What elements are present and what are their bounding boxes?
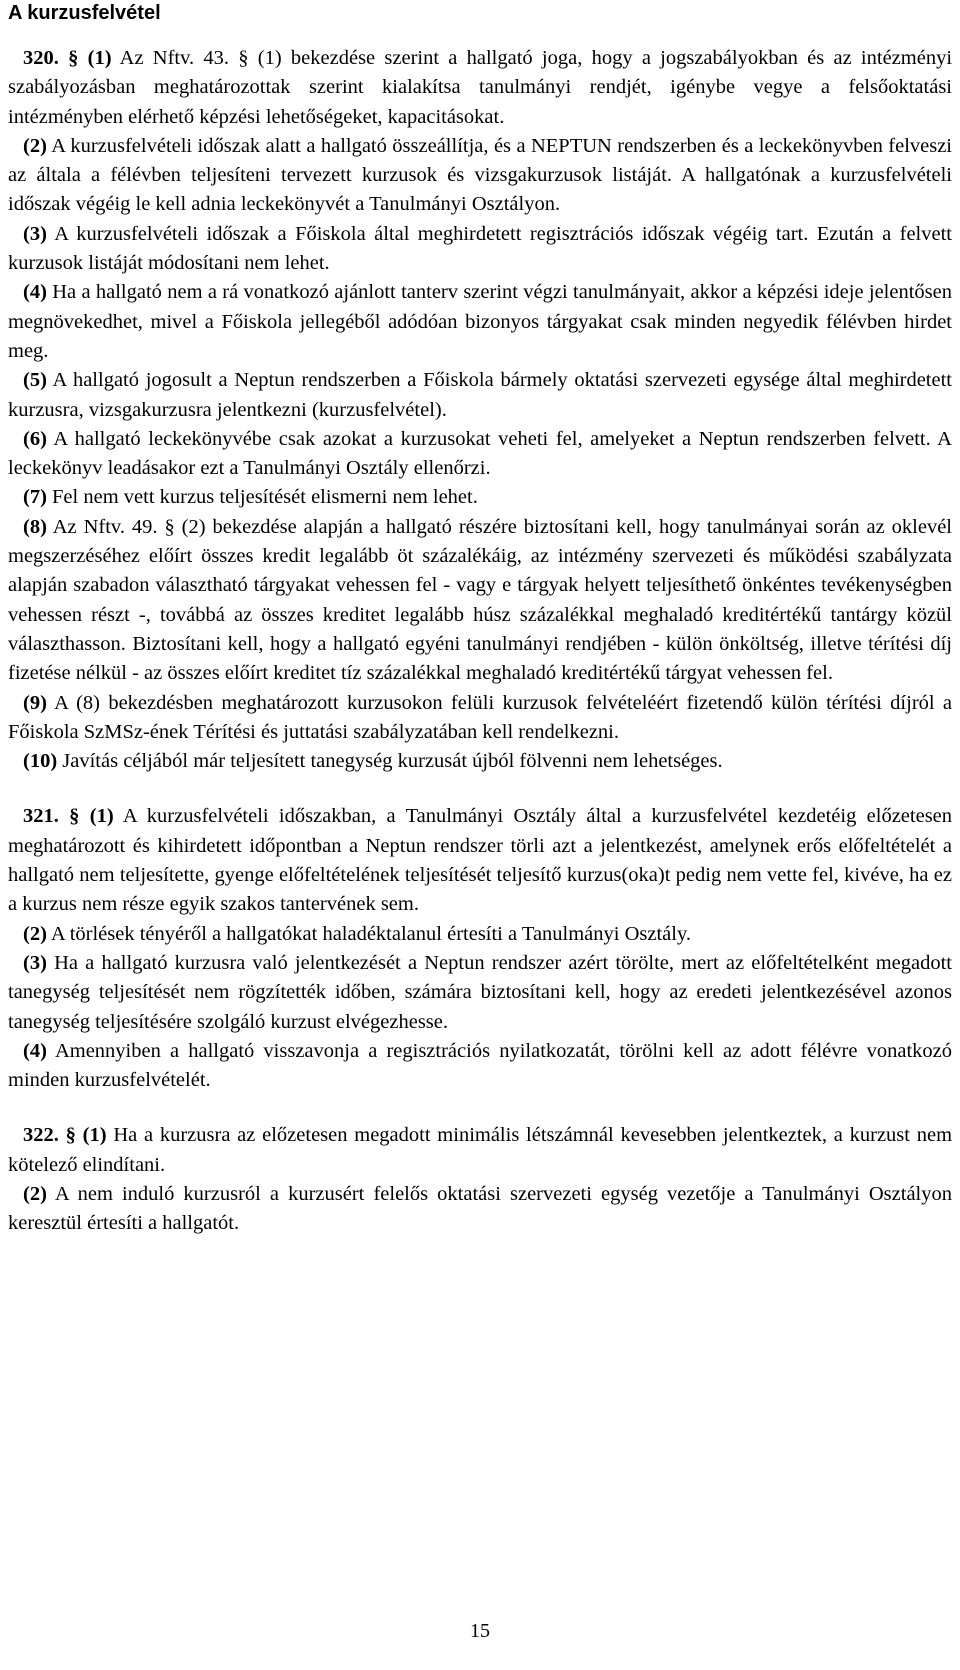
paragraph — [8, 366, 952, 425]
paragraph-number: (10) — [23, 750, 58, 773]
paragraph — [8, 44, 952, 132]
paragraph-number: (1) — [89, 805, 114, 828]
paragraph-text: Amennyiben a hallgató visszavonja a regisztrációs nyilatkozatát, törölni kell az adott félévre vonatkozó minden kurzusfelvételét. — [8, 1039, 952, 1092]
paragraph-number: (6) — [23, 427, 47, 450]
paragraph-number: (4) — [23, 281, 47, 304]
paragraph — [8, 278, 952, 366]
paragraph — [8, 425, 952, 484]
paragraph — [8, 1037, 952, 1096]
paragraph — [8, 220, 952, 279]
paragraph-text: Fel nem vett kurzus teljesítését elismerni nem lehet. — [52, 486, 478, 509]
paragraph-number: (2) — [23, 1182, 47, 1205]
paragraph-text: A törlések tényéről a hallgatókat haladéktalanul értesíti a Tanulmányi Osztály. — [50, 922, 692, 945]
paragraph — [8, 513, 952, 689]
paragraph — [8, 802, 952, 919]
page-heading: A kurzusfelvétel — [8, 2, 161, 24]
paragraph-text: A hallgató leckekönyvébe csak azokat a kurzusokat veheti fel, amelyeket a Neptun rendszerben felvett. A leckekönyv leadásakor ezt a Tanulmányi Osztály ellenőrzi. — [8, 427, 952, 480]
paragraph-number: (4) — [23, 1039, 47, 1062]
paragraph-text: Az Nftv. 43. § (1) bekezdése szerint a hallgató joga, hogy a jogszabályokban és az intézményi szabályozásban meghatározottak szerint kialakítsa tanulmányi rendjét, igénybe vegye a felsőoktatási intézményben elérhető képzési lehetőségeket, kapacitásokat. — [8, 47, 953, 128]
paragraph — [8, 132, 952, 220]
paragraph-number: (9) — [23, 691, 47, 714]
section-322 — [8, 1121, 952, 1238]
paragraph-text: A hallgató jogosult a Neptun rendszerben a Főiskola bármely oktatási szervezeti egysége által meghirdetett kurzusra, vizsgakurzusra jelentkezni (kurzusfelvétel). — [8, 369, 952, 421]
paragraph — [8, 483, 952, 512]
section-number: 321. § — [23, 805, 80, 828]
paragraph-number: (3) — [23, 951, 47, 974]
paragraph-text: A kurzusfelvételi időszak alatt a hallgató összeállítja, és a NEPTUN rendszerben és a leckekönyvben felveszi az általa a félévben teljesíteni tervezett kurzusok és vizsgakurzusok listáját. A hallgatónak a kurzusfelvételi időszak végéig le kell adnia leckekönyvét a Tanulmányi Osztályon. — [8, 134, 953, 216]
paragraph-text: Az Nftv. 49. § (2) bekezdése alapján a hallgató részére biztosítani kell, hogy tanulmányai során az oklevél megszerzéséhez előírt összes kredit legalább öt százalékáig, az intézmény szervezeti és működési szabályzata alapján szabadon választható tárgyakat vehessen fel - vagy e tárgyak helyett teljesíthető önkéntes tevékenységben vehessen részt -, továbbá az összes kreditet legalább húsz százalékkal meghaladó kreditértékű tantárgy közül választhasson. Biztosítani kell, hogy a hallgató egyéni tanulmányi rendjében - külön önköltség, illetve térítési díj fizetése nélkül - az összes előírt kreditet tíz százalékkal meghaladó kreditértékű tárgyat vehessen fel. — [8, 515, 952, 685]
paragraph — [8, 1121, 952, 1180]
paragraph-text: A nem induló kurzusról a kurzusért felelős oktatási szervezeti egység vezetője a Tanulmányi Osztályon keresztül értesíti a hallgatót. — [8, 1182, 952, 1235]
paragraph-number: (3) — [23, 222, 47, 245]
paragraph-text: Ha a hallgató nem a rá vonatkozó ajánlott tanterv szerint végzi tanulmányait, akkor a képzési ideje jelentősen megnövekedhet, mivel a Főiskola jellegéből adódóan bizonyos tárgyakat csak minden negyedik félévben hirdet meg. — [8, 281, 952, 362]
paragraph-number: (2) — [23, 922, 47, 945]
paragraph-number: (2) — [23, 134, 47, 157]
section-number: 320. § — [23, 47, 79, 69]
page-number: 15 — [470, 1620, 490, 1642]
paragraph-text: Ha a hallgató kurzusra való jelentkezését a Neptun rendszer azért törölte, mert az előfeltételként megadott tanegység teljesítését nem rögzítették időben, számára biztosítani kell, hogy az eredeti jelentkezésével azonos tanegység teljesítésére szolgáló kurzust elvégezhesse. — [8, 951, 953, 1033]
paragraph — [8, 1180, 952, 1239]
section-321 — [8, 802, 952, 1095]
paragraph-text: Ha a kurzusra az előzetesen megadott minimális létszámnál kevesebben jelentkeztek, a kurzust nem kötelező elindítani. — [8, 1124, 953, 1176]
paragraph-number: (8) — [23, 515, 47, 538]
paragraph — [8, 949, 952, 1037]
paragraph-text: A kurzusfelvételi időszak a Főiskola által meghirdetett regisztrációs időszak végéig tart. Ezután a felvett kurzusok listáját módosítani nem lehet. — [8, 222, 952, 275]
paragraph — [8, 747, 952, 776]
paragraph — [8, 689, 952, 748]
paragraph-number: (5) — [23, 369, 47, 392]
paragraph — [8, 920, 952, 949]
paragraph-text: A kurzusfelvételi időszakban, a Tanulmányi Osztály által a kurzusfelvétel kezdetéig előzetesen meghatározott és kihirdetett időpontban a Neptun rendszer törli azt a jelentkezést, amelynek erős előfeltételét a hallgató nem teljesítette, gyenge előfeltételének teljesítését teljesítő kurzus(oka)t pedig nem vette fel, kivéve, ha ez a kurzus nem része egyik szakos tantervének sem. — [8, 805, 953, 916]
paragraph-text: Javítás céljából már teljesített tanegység kurzusát újból fölvenni nem lehetséges. — [62, 750, 723, 773]
paragraph-number: (1) — [87, 47, 112, 69]
section-320 — [8, 44, 952, 776]
paragraph-number: (7) — [23, 486, 47, 509]
paragraph-number: (1) — [82, 1124, 107, 1147]
section-number: 322. § — [23, 1124, 76, 1147]
paragraph-text: A (8) bekezdésben meghatározott kurzusokon felüli kurzusok felvételéért fizetendő külön térítési díjról a Főiskola SzMSz-ének Térítési és juttatási szabályzatában kell rendelkezni. — [8, 691, 953, 743]
document-page — [8, 0, 952, 1239]
